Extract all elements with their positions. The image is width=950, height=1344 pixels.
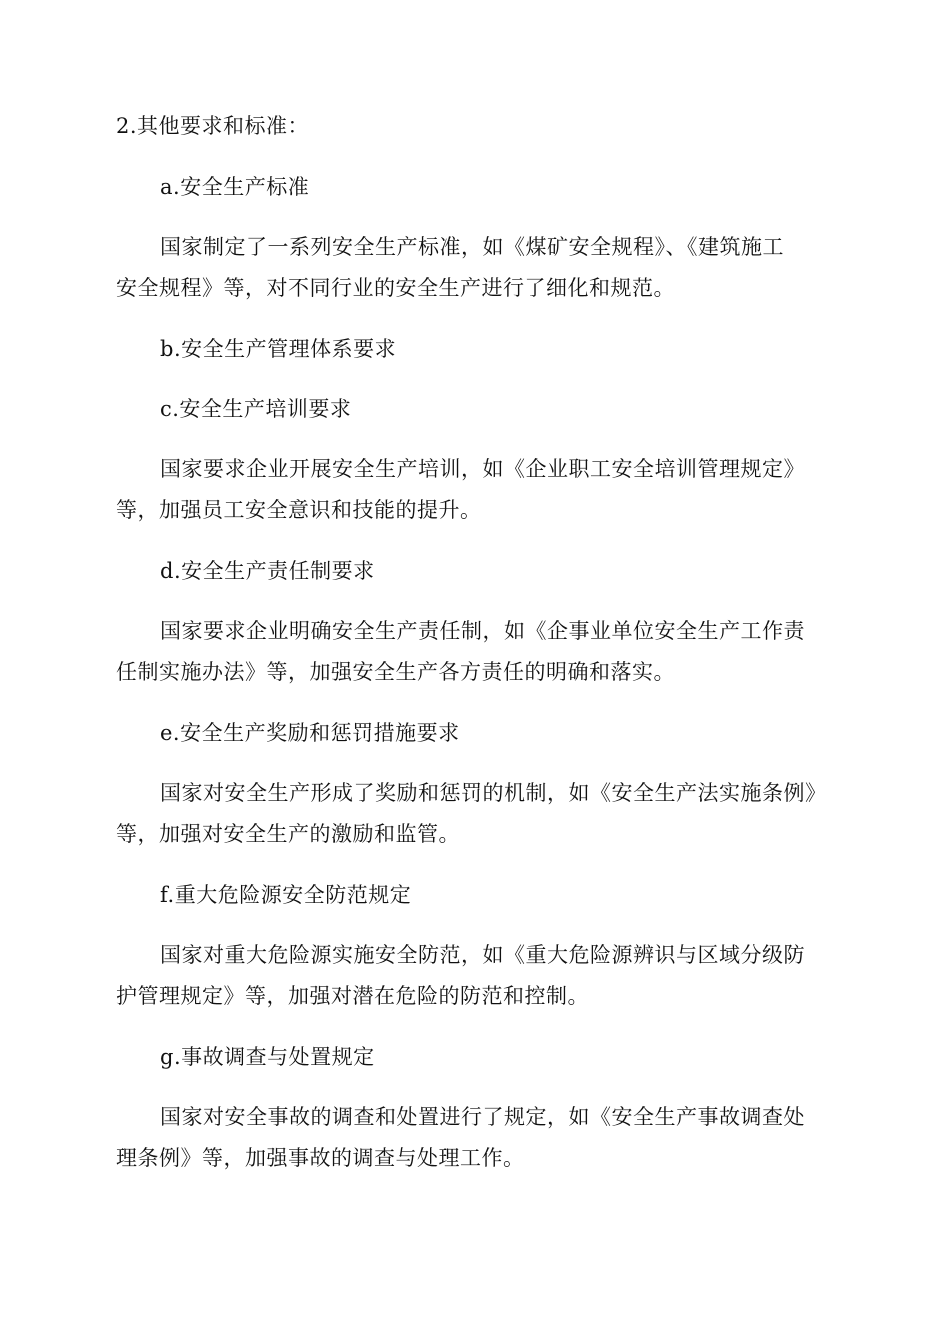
item-d-heading: d.安全生产责任制要求 <box>160 559 375 583</box>
item-c-paragraph-line-2: 等，加强员工安全意识和技能的提升。 <box>116 498 482 522</box>
item-a-heading: a.安全生产标准 <box>160 175 310 199</box>
item-f-paragraph-line-2: 护管理规定》等，加强对潜在危险的防范和控制。 <box>116 984 589 1008</box>
item-e-heading: e.安全生产奖励和惩罚措施要求 <box>160 721 460 745</box>
item-d-paragraph-line-1: 国家要求企业明确安全生产责任制，如《企事业单位安全生产工作责 <box>160 619 805 643</box>
item-c-paragraph-line-1: 国家要求企业开展安全生产培训，如《企业职工安全培训管理规定》 <box>160 457 805 481</box>
item-g-paragraph-line-2: 理条例》等，加强事故的调查与处理工作。 <box>116 1146 525 1170</box>
item-a-paragraph-line-1: 国家制定了一系列安全生产标准，如《煤矿安全规程》、《建筑施工 <box>160 235 784 259</box>
item-g-heading: g.事故调查与处置规定 <box>160 1045 375 1069</box>
item-a-paragraph-line-2: 安全规程》等，对不同行业的安全生产进行了细化和规范。 <box>116 276 675 300</box>
item-f-paragraph-line-1: 国家对重大危险源实施安全防范，如《重大危险源辨识与区域分级防 <box>160 943 805 967</box>
item-e-paragraph-line-1: 国家对安全生产形成了奖励和惩罚的机制，如《安全生产法实施条例》 <box>160 781 827 805</box>
item-f-heading: f.重大危险源安全防范规定 <box>160 883 412 907</box>
item-c-heading: c.安全生产培训要求 <box>160 397 352 421</box>
item-d-paragraph-line-2: 任制实施办法》等，加强安全生产各方责任的明确和落实。 <box>116 660 675 684</box>
section-title: 2.其他要求和标准： <box>116 114 310 138</box>
item-e-paragraph-line-2: 等，加强对安全生产的激励和监管。 <box>116 822 460 846</box>
item-g-paragraph-line-1: 国家对安全事故的调查和处置进行了规定，如《安全生产事故调查处 <box>160 1105 805 1129</box>
item-b-heading: b.安全生产管理体系要求 <box>160 337 397 361</box>
